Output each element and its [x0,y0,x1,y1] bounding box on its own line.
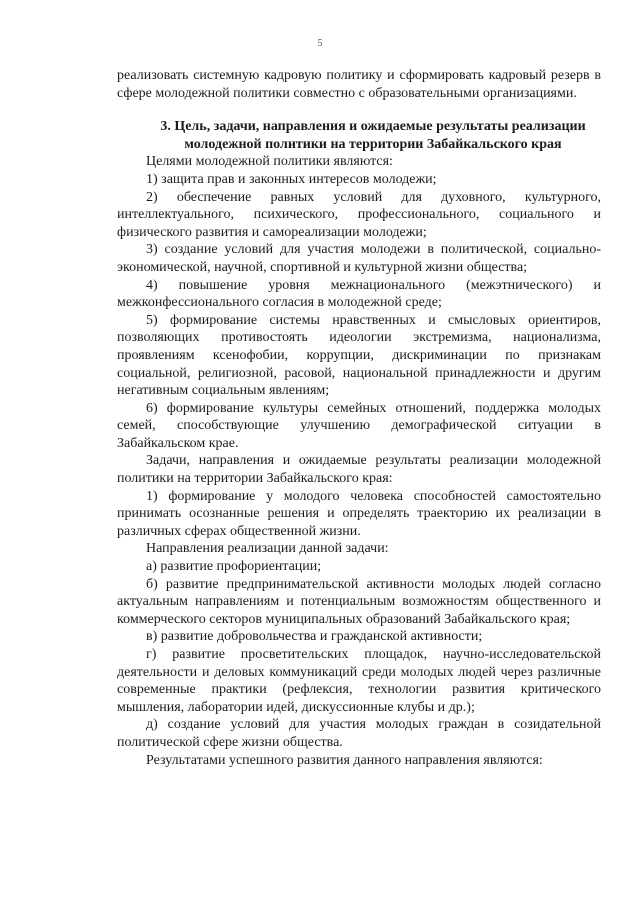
list-item-direction-b: б) развитие предпринимательской активности молодых людей согласно актуальным направлениям и потенциальным возможностям общественного и коммерческого секторов муниципальных образований Забайкальского края; [117,576,601,627]
list-item-direction-a: а) развитие профориентации; [146,559,322,575]
page-number: 5 [317,38,323,49]
list-item-direction-v: в) развитие добровольчества и гражданской активности; [146,629,483,645]
paragraph-directions-intro: Направления реализации данной задачи: [146,541,389,557]
list-item-direction-g: г) развитие просветительских площадок, научно-исследовательской деятельности и деловых коммуникаций среди молодых людей через различные современные практики (рефлексия, технологии развития критического мышления, лаборатории идей, дискуссионные клубы и др.); [117,647,601,715]
paragraph-tasks-intro: Задачи, направления и ожидаемые результаты реализации молодежной политики на территории Забайкальского края: [117,453,601,487]
list-item-goal-6: 6) формирование культуры семейных отношений, поддержка молодых семей, способствующие улучшению демографической ситуации в Забайкальском крае. [117,400,601,451]
list-item-direction-d: д) создание условий для участия молодых граждан в созидательной политической сфере жизни общества. [117,717,601,750]
list-item-goal-2: 2) обеспечение равных условий для духовного, культурного, интеллектуального, психического, профессионального, социального и физического развития и самореализации молодежи; [117,189,601,240]
list-item-goal-4: 4) повышение уровня межнационального (межэтнического) и межконфессионального согласия в молодежной среде; [117,277,601,311]
paragraph-goals-intro: Целями молодежной политики являются: [146,154,393,170]
document-body [117,67,601,769]
list-item-task-1: 1) формирование у молодого человека способностей самостоятельно принимать осознанные решения и определять траекторию их реализации в различных сферах общественной жизни. [117,488,601,539]
paragraph-results-intro: Результатами успешного развития данного направления являются: [146,752,543,768]
section-heading: 3. Цель, задачи, направления и ожидаемые результаты реализации молодежной политики на территории Забайкальского края [160,119,586,152]
list-item-goal-1: 1) защита прав и законных интересов молодежи; [146,171,437,187]
list-item-goal-3: 3) создание условий для участия молодежи в политической, социально-экономической, научной, спортивной и культурной жизни общества; [117,242,601,275]
list-item-goal-5: 5) формирование системы нравственных и смысловых ориентиров, позволяющих противостоять идеологии экстремизма, национализма, проявлениям ксенофобии, коррупции, дискриминации по признакам социальной, религиозной, расовой, национальной принадлежности и другим негативным социальным явлениям; [117,312,601,399]
paragraph-continuation: реализовать системную кадровую политику и сформировать кадровый резерв в сфере молодежной политики совместно с образовательными организациями. [117,68,601,101]
